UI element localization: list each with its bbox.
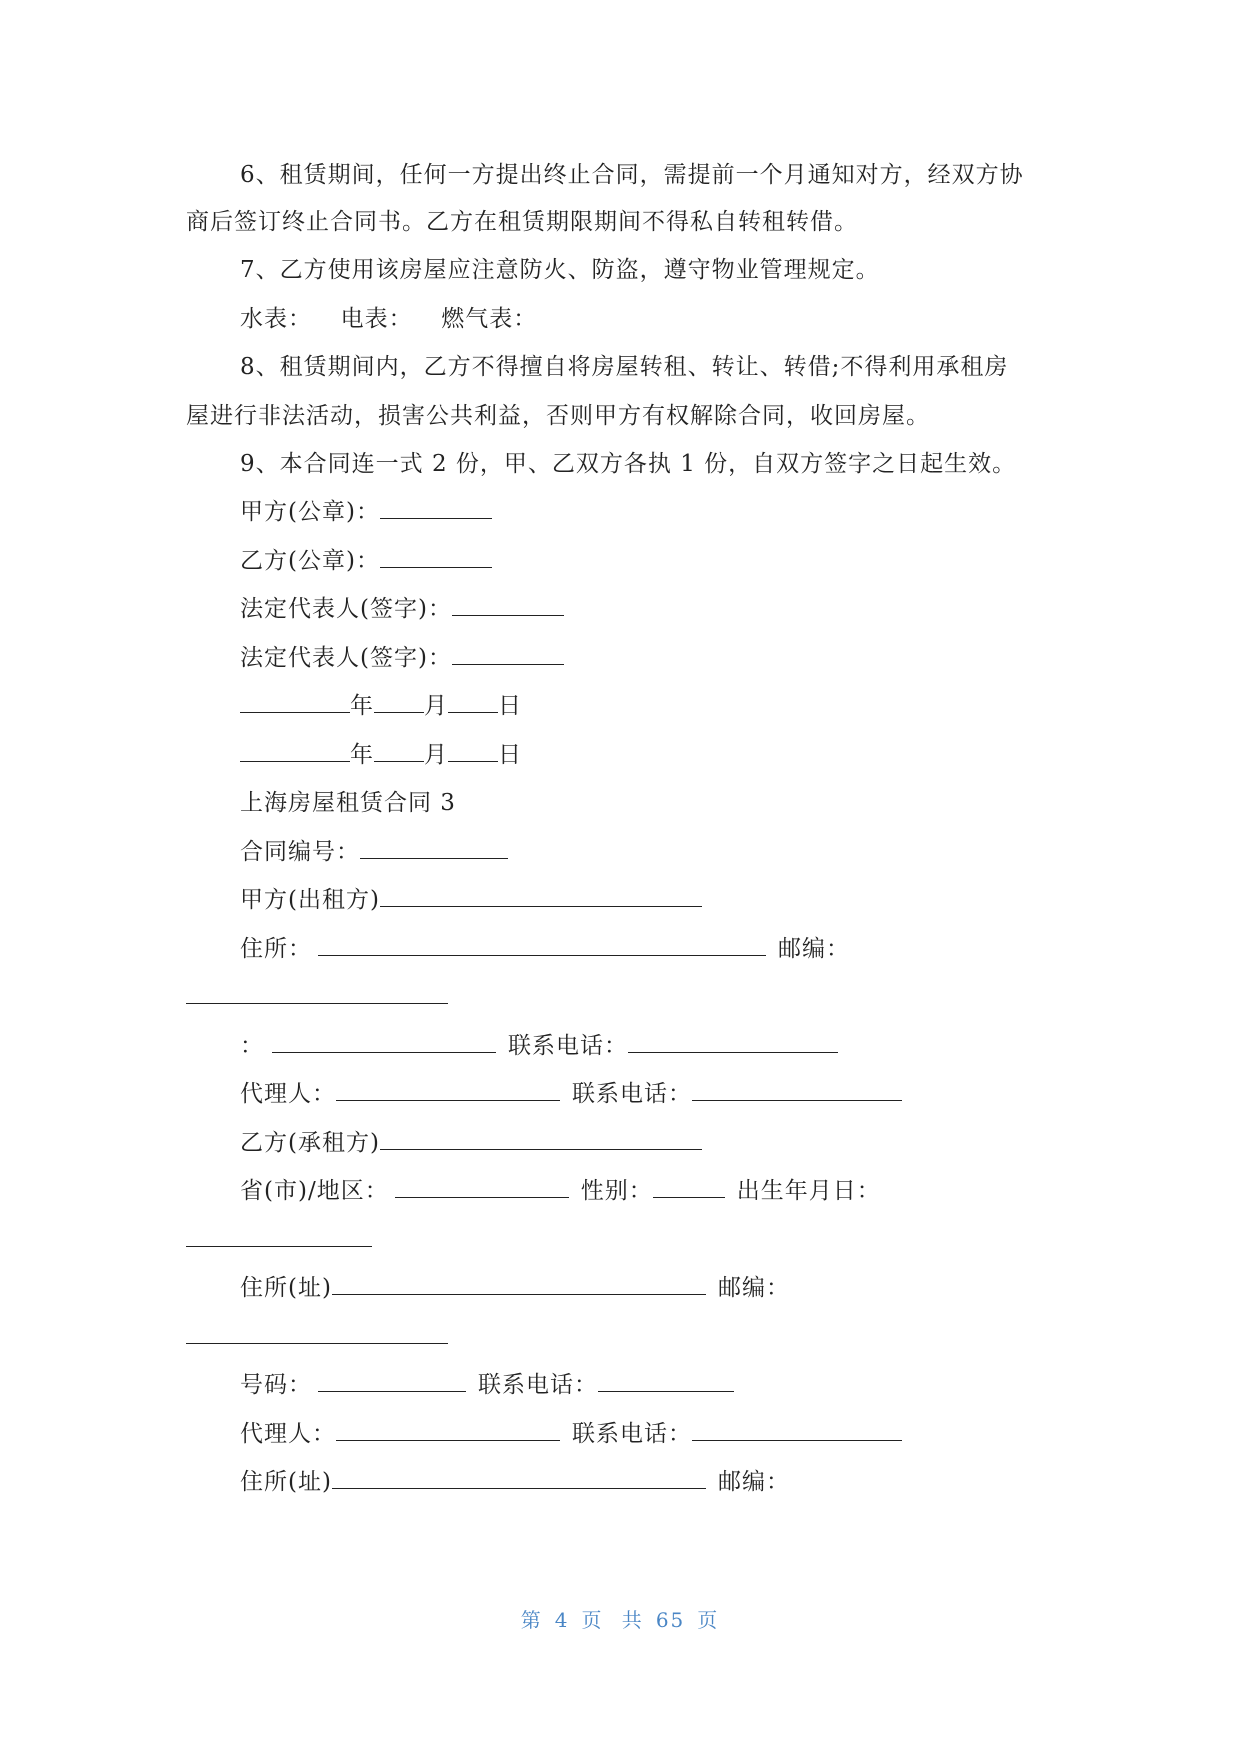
date-2-month-blank[interactable] (374, 739, 424, 762)
date-1-year-blank[interactable] (240, 690, 350, 713)
address-label: 住所(址) (240, 1469, 332, 1495)
party-a-seal-label: 甲方(公章)： (240, 499, 380, 525)
clause-6-line-1: 6、租赁期间，任何一方提出终止合同，需提前一个月通知对方，经双方协 (240, 162, 1024, 188)
lessee-number-phone-row (240, 1369, 734, 1401)
legal-rep-2-blank[interactable] (452, 642, 564, 665)
clause-9: 9、本合同连一式 2 份，甲、乙双方各执 1 份，自双方签字之日起生效。 (240, 451, 1017, 477)
party-b-seal-blank[interactable] (380, 545, 492, 568)
residence-label: 住所： (240, 936, 312, 962)
date-2-day-blank[interactable] (448, 739, 498, 762)
lessee-phone-blank[interactable] (598, 1369, 734, 1392)
postcode-label: 邮编： (717, 1275, 790, 1301)
year-label: 年 (350, 693, 374, 719)
contract-title: 上海房屋租赁合同 3 (240, 790, 456, 816)
lessee-address-row-2 (240, 1466, 790, 1498)
clause-8-line-2: 屋进行非法活动，损害公共利益，否则甲方有权解除合同，收回房屋。 (186, 403, 930, 429)
agent-label: 代理人： (240, 1081, 336, 1107)
gender-label: 性别： (580, 1178, 653, 1204)
page-footer (0, 1604, 1240, 1633)
party-a-seal-row (240, 496, 492, 528)
footer-ye-gong: 页 共 (581, 1608, 644, 1632)
meter-readings: 水表： 电表： 燃气表： (240, 306, 538, 332)
date-row-1 (240, 690, 522, 722)
postcode-label: 邮编： (717, 1469, 790, 1495)
lessee-address-blank[interactable] (332, 1272, 706, 1295)
lessor-postcode-blank[interactable] (186, 981, 448, 1004)
lessee-agent-row (240, 1418, 902, 1450)
colon-label: ： (240, 1033, 264, 1059)
clause-8-line-1: 8、租赁期间内，乙方不得擅自将房屋转租、转让、转借;不得利用承租房 (240, 354, 1009, 380)
legal-rep-1-blank[interactable] (452, 593, 564, 616)
lessor-agent-phone-blank[interactable] (692, 1078, 902, 1101)
lessee-birthdate-row (186, 1224, 372, 1256)
lessee-gender-blank[interactable] (653, 1175, 725, 1198)
party-a-seal-blank[interactable] (380, 496, 492, 519)
lessee-agent-phone-blank[interactable] (692, 1418, 902, 1441)
date-row-2 (240, 739, 522, 771)
contract-number-label: 合同编号： (240, 839, 360, 865)
contact-phone-label: 联系电话： (508, 1033, 628, 1059)
lessee-address-2-blank[interactable] (332, 1466, 706, 1489)
day-label: 日 (498, 742, 522, 768)
footer-di: 第 (520, 1608, 543, 1632)
year-label: 年 (350, 742, 374, 768)
postcode-label: 邮编： (778, 936, 850, 962)
lessee-row (240, 1127, 702, 1159)
lessor-id-blank[interactable] (272, 1030, 496, 1053)
number-label: 号码： (240, 1372, 312, 1398)
birthdate-label: 出生年月日： (736, 1178, 881, 1204)
clause-7: 7、乙方使用该房屋应注意防火、防盗，遵守物业管理规定。 (240, 257, 880, 283)
footer-page-number: 4 (554, 1608, 570, 1632)
lessee-label: 乙方(承租方) (240, 1130, 380, 1156)
lessee-details-row (240, 1175, 881, 1207)
lessor-phone-blank[interactable] (628, 1030, 838, 1053)
contact-phone-label: 联系电话： (572, 1421, 692, 1447)
lessor-blank[interactable] (380, 884, 702, 907)
clause-6-line-2: 商后签订终止合同书。乙方在租赁期限期间不得私自转租转借。 (186, 209, 858, 235)
lessee-number-blank[interactable] (318, 1369, 466, 1392)
lessor-row (240, 884, 702, 916)
lessor-label: 甲方(出租方) (240, 887, 380, 913)
lessee-birthdate-blank[interactable] (186, 1224, 372, 1247)
lessee-province-blank[interactable] (395, 1175, 569, 1198)
contact-phone-label: 联系电话： (478, 1372, 598, 1398)
contract-number-row (240, 836, 508, 868)
lessee-blank[interactable] (380, 1127, 702, 1150)
legal-rep-2-label: 法定代表人(签字)： (240, 645, 452, 671)
lessor-agent-row (240, 1078, 902, 1110)
lessor-postcode-row (186, 981, 448, 1013)
legal-rep-1-label: 法定代表人(签字)： (240, 596, 452, 622)
date-1-day-blank[interactable] (448, 690, 498, 713)
lessee-agent-blank[interactable] (336, 1418, 560, 1441)
party-b-seal-row (240, 545, 492, 577)
day-label: 日 (498, 693, 522, 719)
footer-ye: 页 (697, 1608, 720, 1632)
contract-number-blank[interactable] (360, 836, 508, 859)
month-label: 月 (424, 693, 448, 719)
date-1-month-blank[interactable] (374, 690, 424, 713)
contact-phone-label: 联系电话： (572, 1081, 692, 1107)
lessor-residence-row (240, 933, 850, 965)
date-2-year-blank[interactable] (240, 739, 350, 762)
address-label: 住所(址) (240, 1275, 332, 1301)
legal-rep-2-row (240, 642, 564, 674)
legal-rep-1-row (240, 593, 564, 625)
lessee-address-row (240, 1272, 790, 1304)
lessee-postcode-row (186, 1321, 448, 1353)
lessor-agent-blank[interactable] (336, 1078, 560, 1101)
province-label: 省(市)/地区： (240, 1178, 389, 1204)
lessor-residence-blank[interactable] (318, 933, 766, 956)
agent-label: 代理人： (240, 1421, 336, 1447)
party-b-seal-label: 乙方(公章)： (240, 548, 380, 574)
month-label: 月 (424, 742, 448, 768)
lessor-id-phone-row (240, 1030, 838, 1062)
lessee-postcode-blank[interactable] (186, 1321, 448, 1344)
footer-total-pages: 65 (655, 1608, 686, 1632)
